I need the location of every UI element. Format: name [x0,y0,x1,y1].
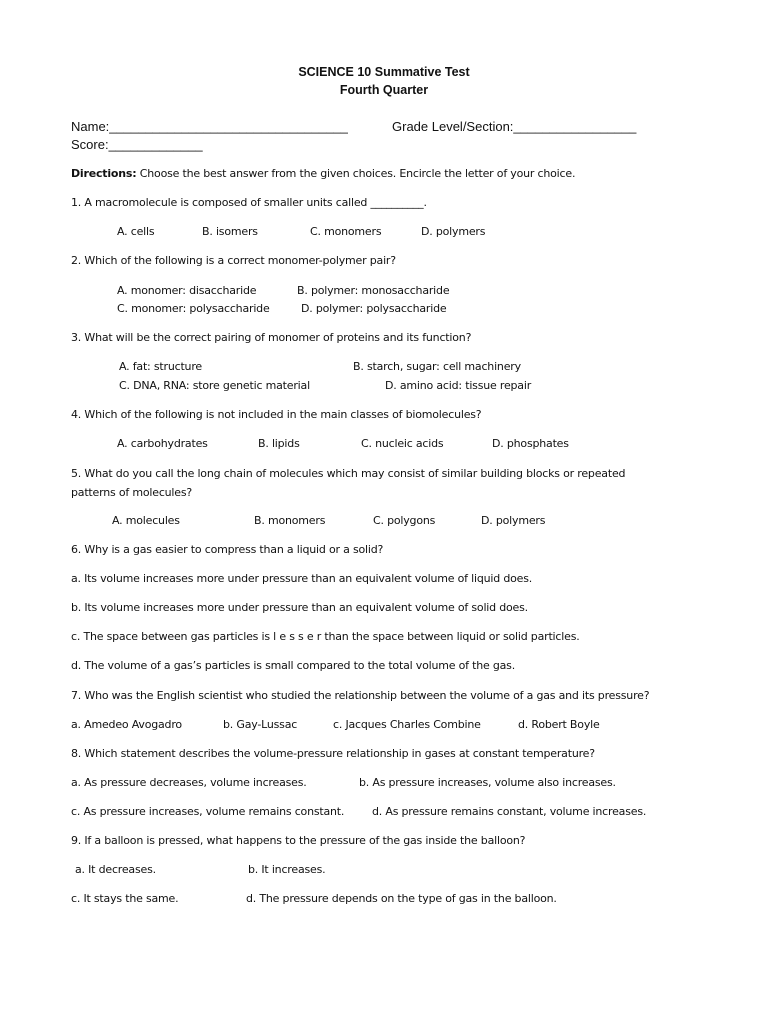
test-subtitle: Fourth Quarter [339,83,429,97]
q1-choice-d[interactable]: D. polymers [421,225,486,238]
q5-choice-b[interactable]: B. monomers [254,514,326,527]
q5-choice-a[interactable]: A. molecules [112,514,180,527]
question-9-stem: 9. If a balloon is pressed, what happens to the pressure of the gas inside the balloon? [71,834,526,847]
directions-label: Directions: [71,167,137,180]
q8-choice-d[interactable]: d. As pressure remains constant, volume increases. [372,805,647,818]
test-title: SCIENCE 10 Summative Test [298,65,470,79]
q4-choice-a[interactable]: A. carbohydrates [117,437,208,450]
q7-choice-c[interactable]: c. Jacques Charles Combine [333,718,481,731]
q9-choice-c[interactable]: c. It stays the same. [71,892,179,905]
question-7-stem: 7. Who was the English scientist who studied the relationship between the volume of a gas and its pressure? [71,689,650,702]
q9-choice-a[interactable]: a. It decreases. [75,863,156,876]
question-4-stem: 4. Which of the following is not included in the main classes of biomolecules? [71,408,482,421]
q5-choice-d[interactable]: D. polymers [481,514,546,527]
directions [71,167,575,180]
q4-choice-d[interactable]: D. phosphates [492,437,569,450]
q7-choice-b[interactable]: b. Gay-Lussac [223,718,298,731]
question-3-stem: 3. What will be the correct pairing of monomer of proteins and its function? [71,331,472,344]
question-1-stem: 1. A macromolecule is composed of smaller units called __________. [71,196,427,209]
q2-choice-c[interactable]: C. monomer: polysaccharide [117,302,270,315]
q3-choice-c[interactable]: C. DNA, RNA: store genetic material [119,379,310,392]
q6-choice-b[interactable]: b. Its volume increases more under pressure than an equivalent volume of solid does. [71,601,528,614]
score-field: Score:_____________ [71,137,203,152]
q2-choice-b[interactable]: B. polymer: monosaccharide [297,284,450,297]
q2-choice-d[interactable]: D. polymer: polysaccharide [301,302,447,315]
q1-choice-c[interactable]: C. monomers [310,225,382,238]
q6-choice-a[interactable]: a. Its volume increases more under pressure than an equivalent volume of liquid does. [71,572,533,585]
directions-text: Choose the best answer from the given choices. Encircle the letter of your choice. [139,167,576,180]
q8-choice-c[interactable]: c. As pressure increases, volume remains constant. [71,805,345,818]
question-5-stem-line-1: 5. What do you call the long chain of molecules which may consist of similar building blocks or repeated [71,467,626,480]
question-5-stem-line-2: patterns of molecules? [71,486,193,499]
q7-choice-a[interactable]: a. Amedeo Avogadro [71,718,182,731]
question-8-stem: 8. Which statement describes the volume-pressure relationship in gases at constant temperature? [71,747,595,760]
q6-choice-c[interactable]: c. The space between gas particles is l e s s e r than the space between liquid or solid particles. [71,630,580,643]
q1-choice-a[interactable]: A. cells [117,225,155,238]
q1-choice-b[interactable]: B. isomers [202,225,258,238]
q9-choice-d[interactable]: d. The pressure depends on the type of gas in the balloon. [246,892,557,905]
question-6-stem: 6. Why is a gas easier to compress than a liquid or a solid? [71,543,384,556]
q9-choice-b[interactable]: b. It increases. [248,863,326,876]
q4-choice-c[interactable]: C. nucleic acids [361,437,444,450]
q3-choice-a[interactable]: A. fat: structure [119,360,202,373]
q4-choice-b[interactable]: B. lipids [258,437,300,450]
question-2-stem: 2. Which of the following is a correct monomer-polymer pair? [71,254,396,267]
q2-choice-a[interactable]: A. monomer: disaccharide [117,284,257,297]
q7-choice-d[interactable]: d. Robert Boyle [518,718,600,731]
q5-choice-c[interactable]: C. polygons [373,514,436,527]
q3-choice-d[interactable]: D. amino acid: tissue repair [385,379,532,392]
q3-choice-b[interactable]: B. starch, sugar: cell machinery [353,360,521,373]
grade-section-field: Grade Level/Section:_________________ [392,119,637,134]
q8-choice-a[interactable]: a. As pressure decreases, volume increases. [71,776,307,789]
name-field: Name:_________________________________ [71,119,348,134]
q6-choice-d[interactable]: d. The volume of a gas’s particles is small compared to the total volume of the gas. [71,659,516,672]
q8-choice-b[interactable]: b. As pressure increases, volume also increases. [359,776,616,789]
